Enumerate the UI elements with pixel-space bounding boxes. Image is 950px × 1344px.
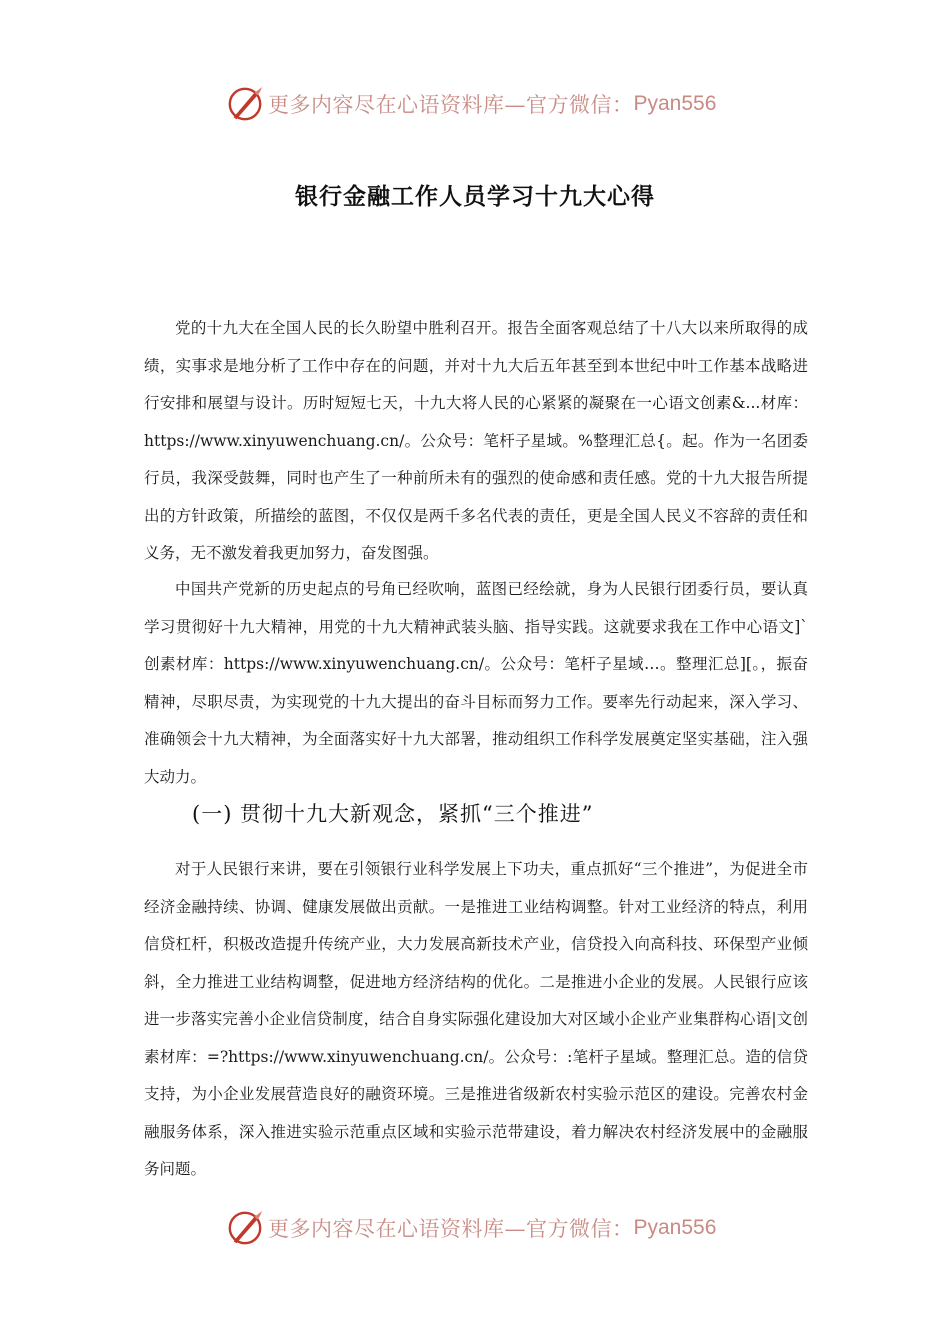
paragraph-2-block	[144, 571, 808, 796]
document-title: 银行金融工作人员学习十九大心得	[295, 184, 655, 210]
footer-banner	[226, 1208, 746, 1248]
paragraph-3: 对于人民银行来讲，要在引领银行业科学发展上下功夫，重点抓好“三个推进”，为促进全市经济金融持续、协调、健康发展做出贡献。一是推进工业结构调整。针对工业经济的特点，利用信贷杠杆，积极改造提升传统产业，大力发展高新技术产业，信贷投入向高科技、环保型产业倾斜，全力推进工业结构调整，促进地方经济结构的优化。二是推进小企业的发展。人民银行应该进一步落实完善小企业信贷制度，结合自身实际强化建设加大对区域小企业产业集群构心语|文创素材库：=?https://www.xinyuwenchuang.cn/。公众号：:笔杆子星域。整理汇总。造的信贷支持，为小企业发展营造良好的融资环境。三是推进省级新农村实验示范区的建设。完善农村金融服务体系，深入推进实验示范重点区域和实验示范带建设，着力解决农村经济发展中的金融服务问题。	[144, 860, 808, 1178]
paragraph-1: 党的十九大在全国人民的长久盼望中胜利召开。报告全面客观总结了十八大以来所取得的成绩，实事求是地分析了工作中存在的问题，并对十九大后五年甚至到本世纪中叶工作基本战略进行安排和展望与设计。历时短短七天，十九大将人民的心紧紧的凝聚在一心语文创素&...材库：https://www.xinyuwenchuang.cn/。公众号：笔杆子星域。%整理汇总{。起。作为一名团委行员，我深受鼓舞，同时也产生了一种前所未有的强烈的使命感和责任感。党的十九大报告所提出的方针政策，所描绘的蓝图，不仅仅是两千多名代表的责任，更是全国人民义不容辞的责任和义务，无不激发着我更加努力，奋发图强。	[144, 319, 808, 562]
banner-slogan: 更多内容尽在心语资料库—官方微信：	[268, 1217, 634, 1241]
section-heading: (一) 贯彻十九大新观念，紧抓“三个推进”	[192, 802, 594, 826]
paragraph-2: 中国共产党新的历史起点的号角已经吹响，蓝图已经绘就，身为人民银行团委行员，要认真学习贯彻好十九大精神，用党的十九大精神武装头脑、指导实践。这就要求我在工作中心语文]`创素材库：https://www.xinyuwenchuang.cn/。公众号：笔杆子星域…。整理汇总][。，振奋精神，尽职尽责，为实现党的十九大提出的奋斗目标而努力工作。要率先行动起来，深入学习、准确领会十九大精神，为全面落实好十九大部署，推动组织工作科学发展奠定坚实基础，注入强大动力。	[144, 580, 808, 786]
paragraph-3-block	[144, 851, 808, 1189]
quill-pen-logo-icon	[226, 1209, 264, 1247]
paragraph-1-block	[144, 310, 808, 573]
banner-wechat-id: Pyan556	[633, 1216, 717, 1239]
quill-pen-logo-icon	[226, 85, 264, 123]
banner-wechat-id: Pyan556	[633, 92, 717, 115]
banner-slogan: 更多内容尽在心语资料库—官方微信：	[268, 93, 634, 117]
header-banner	[226, 84, 746, 124]
